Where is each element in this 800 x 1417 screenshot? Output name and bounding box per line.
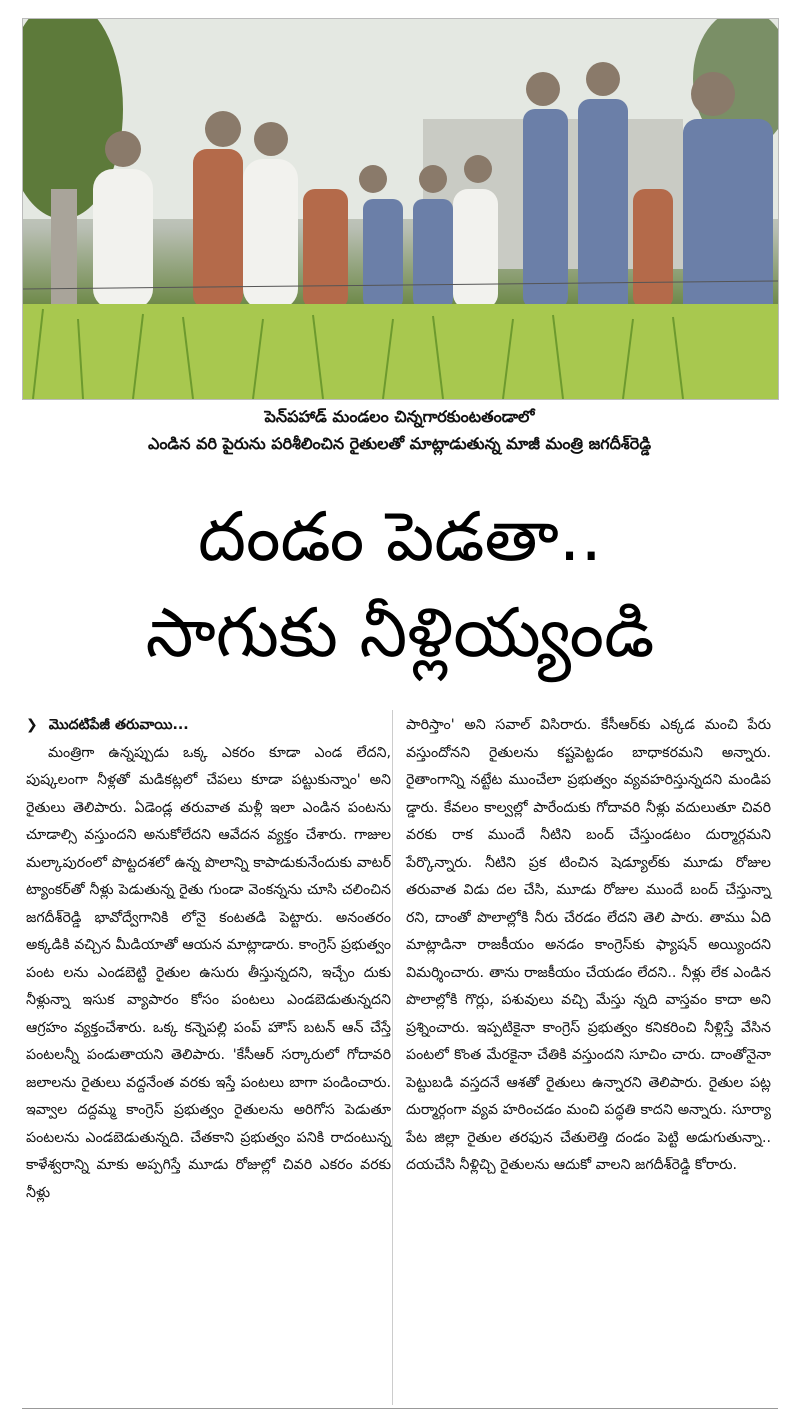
continuation-note (26, 712, 391, 740)
article-column-2 (406, 712, 771, 1180)
column-divider (392, 710, 393, 1405)
headline (0, 490, 800, 682)
headline-line-1: దండం పెడతా.. (197, 498, 603, 577)
news-photo (22, 18, 779, 400)
continuation-text: మొదటిపేజీ తరువాయి... (48, 717, 189, 733)
headline-line-2: సాగుకు నీళ్లియ్యండి (145, 594, 655, 673)
bottom-rule (22, 1408, 778, 1409)
caption-line-2: ఎండిన వరి పైరును పరిశీలించిన రైతులతో మాట్లాడుతున్న మాజీ మంత్రి జగదీశ్‌రెడ్డి (147, 434, 652, 453)
photo-illustration (23, 19, 778, 399)
article-column-1 (26, 712, 391, 1207)
chevron-right-icon: ❯ (26, 717, 38, 733)
article-body-part-1: మంత్రిగా ఉన్నప్పుడు ఒక్క ఎకరం కూడా ఎండ లేదని, పుష్కలంగా నీళ్లతో మడికట్లలో చేపలు కూడా పట్టుకున్నాం' అని రైతులు తెలిపారు. ఏడెండ్ల తరువాత మళ్లీ ఇలా ఎండిన పంటను చూడాల్సి వస్తుందని అనుకోలేదని ఆవేదన వ్యక్తం చేశారు. గాజుల మల్కాపురంలో పొట్టదశలో ఉన్న పొలాన్ని కాపాడుకునేందుకు వాటర్ ట్యాంకర్‌తో నీళ్లు పెడుతున్న రైతు గుండా వెంకన్నను చూసి చలించిన జగదీశ్‌రెడ్డి భావోద్వేగానికి లోనై కంటతడి పెట్టారు. అనంతరం అక్కడికి వచ్చిన మీడియాతో ఆయన మాట్లాడారు. కాంగ్రెస్ ప్రభుత్వం పంట లను ఎండబెట్టి రైతుల ఉసురు తీస్తున్నదని, ఇచ్చేం దుకు నీళ్లున్నా ఇసుక వ్యాపారం కోసం పంటలు ఎండబెడుతున్నదని ఆగ్రహం వ్యక్తంచేశారు. ఒక్క కన్నెపల్లి పంప్ హౌస్ బటన్ ఆన్ చేస్తే పంటలన్నీ పండుతాయని తెలిపారు. 'కేసీఆర్ సర్కారులో గోదావరి జలాలను రైతులు వద్దనేంత వరకు ఇస్తే పంటలు బాగా పండించారు. ఇవ్వాల దద్దమ్మ కాంగ్రెస్ ప్రభుత్వం రైతులను అరిగోస పెడుతూ పంటలను ఎండబెడుతున్నది. చేతకాని ప్రభుత్వం పనికి రాదంటున్న కాళేశ్వరాన్ని మాకు అప్పగిస్తే మూడు రోజుల్లో చివరి ఎకరం వరకు నీళ్లు (26, 744, 391, 1201)
article-body-part-2: పారిస్తాం' అని సవాల్ విసిరారు. కేసీఆర్‌కు ఎక్కడ మంచి పేరు వస్తుందోనని రైతులను కష్టపెట్టడం బాధాకరమని అన్నారు. రైతాంగాన్ని నట్టేట ముంచేలా ప్రభుత్వం వ్యవహరిస్తున్నదని మండిప డ్డారు. కేవలం కాల్వల్లో పారేందుకు గోదావరి నీళ్లు వదులుతూ చివరి వరకు రాక ముందే నీటిని బంద్ చేస్తుండటం దుర్మార్గమని పేర్కొన్నారు. నీటిని ప్రక టించిన షెడ్యూల్‌కు మూడు రోజుల తరువాత విడు దల చేసి, మూడు రోజుల ముందే బంద్ చేస్తున్నా రని, దాంతో పొలాల్లోకి నీరు చేరడం లేదని తెలి పారు. తాము ఏది మాట్లాడినా రాజకీయం అనడం కాంగ్రెస్‌కు ఫ్యాషన్ అయ్యిందని విమర్శించారు. తాను రాజకీయం చేయడం లేదని.. నీళ్లు లేక ఎండిన పొలాల్లోకి గొర్లు, పశువులు వచ్చి మేస్తు న్నది వాస్తవం కాదా అని ప్రశ్నించారు. ఇప్పటికైనా కాంగ్రెస్ ప్రభుత్వం కనికరించి నీళ్లిస్తే వేసిన పంటలో కొంత మేరకైనా చేతికి వస్తుందని సూచిం చారు. దాంతోనైనా పెట్టుబడి వస్తదనే ఆశతో రైతులు ఉన్నారని తెలిపారు. రైతుల పట్ల దుర్మార్గంగా వ్యవ హరించడం మంచి పద్ధతి కాదని అన్నారు. సూర్యా పేట జిల్లా రైతుల తరఫున చేతులెత్తి దండం పెట్టి అడుగుతున్నా.. దయచేసి నీళ్లిచ్చి రైతులను ఆదుకో వాలని జగదీశ్‌రెడ్డి కోరారు. (406, 717, 771, 1173)
caption-line-1: పెన్‌పహాడ్ మండలం చిన్నగారకుంటతండాలో (264, 407, 535, 426)
photo-caption (22, 403, 777, 457)
